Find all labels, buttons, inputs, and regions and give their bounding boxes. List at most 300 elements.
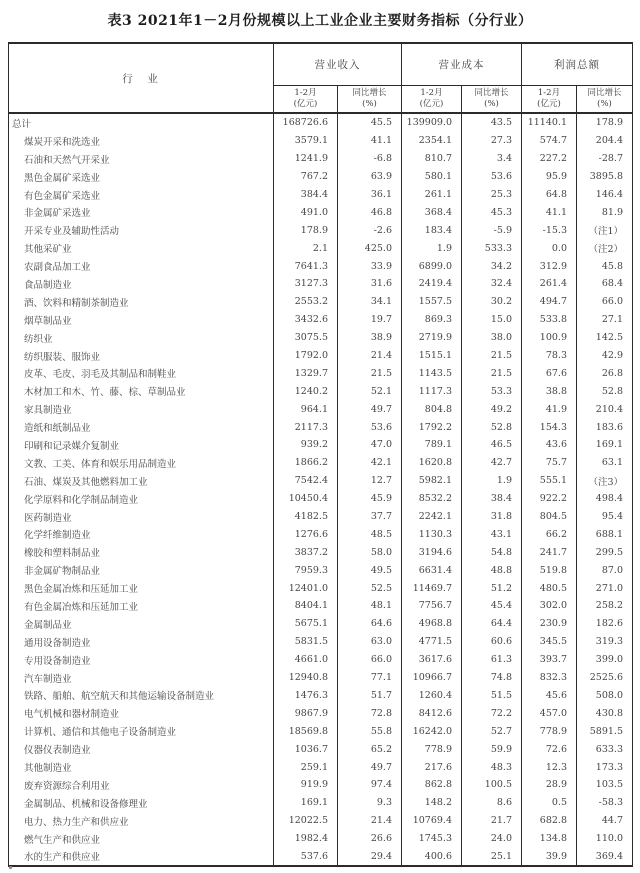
table-row [9,311,633,329]
cell-value: 168726.6 [274,113,338,132]
cell-value: 183.6 [577,418,633,436]
cell-value: 21.4 [338,347,402,365]
cell-value: （注3） [577,472,633,490]
table-row [9,633,633,651]
cell-value: 46.8 [338,203,402,221]
cell-value: 5675.1 [274,615,338,633]
cell-value: 21.4 [338,812,402,830]
industry-name: 化学纤维制造业 [24,530,91,542]
sub-header-line: (亿元) [537,99,561,109]
industry-name: 开采专业及辅助性活动 [24,226,120,238]
industry-name: 专用设备制造业 [24,655,91,667]
cell-value: 271.0 [577,579,633,597]
cell-value: 51.7 [338,687,402,705]
cell-value: 299.5 [577,543,633,561]
cell-value: 1329.7 [274,364,338,382]
cell-value: 425.0 [338,239,402,257]
cell-value: 2354.1 [402,132,462,150]
cell-value: 217.6 [402,758,462,776]
cell-value: 21.7 [462,812,522,830]
cell-value: 498.4 [577,490,633,508]
cell-value: 922.2 [522,490,577,508]
industry-name: 黑色金属矿采选业 [24,172,101,184]
cell-value: 68.4 [577,275,633,293]
cell-value: 46.5 [462,436,522,454]
table-row [9,722,633,740]
cell-value: 1240.2 [274,382,338,400]
cell-value: 869.3 [402,311,462,329]
cell-value: 1.9 [402,239,462,257]
industry-name: 有色金属矿采选业 [24,190,101,202]
table-header [9,43,633,113]
sub-header-line: (%) [484,99,499,109]
cell-value: 2553.2 [274,293,338,311]
cell-value: 19.7 [338,311,402,329]
cell-value: 37.7 [338,508,402,526]
cell-value: 2242.1 [402,508,462,526]
table-row [9,597,633,615]
cell-value: 18569.8 [274,722,338,740]
cell-value: 258.2 [577,597,633,615]
cell-value: 148.2 [402,794,462,812]
cell-value: 2.1 [274,239,338,257]
cell-value: 31.6 [338,275,402,293]
cell-value: 51.5 [462,687,522,705]
cell-value: 10769.4 [402,812,462,830]
cell-value: 54.8 [462,543,522,561]
cell-value: 48.5 [338,525,402,543]
industry-name: 废弃资源综合利用业 [24,780,110,792]
cell-value: 32.4 [462,275,522,293]
page-title: 表3 2021年1－2月份规模以上工业企业主要财务指标（分行业） [107,13,533,29]
table-row [9,113,633,132]
cell-value: 11140.1 [522,113,577,132]
cell-value: 345.5 [522,633,577,651]
cell-value: 804.8 [402,400,462,418]
cell-value: 10450.4 [274,490,338,508]
cell-value: 302.0 [522,597,577,615]
cell-value: 42.9 [577,347,633,365]
industry-name: 水的生产和供应业 [24,852,101,864]
cell-value: 862.8 [402,776,462,794]
cell-value: 399.0 [577,651,633,669]
cell-value: 21.5 [462,347,522,365]
cell-value: 3895.8 [577,168,633,186]
cell-value: 312.9 [522,257,577,275]
table-row [9,329,633,347]
cell-value: 519.8 [522,561,577,579]
cell-value: 369.4 [577,848,633,867]
cell-value: 1.9 [462,472,522,490]
header-group-row [9,43,633,86]
cell-value: 688.1 [577,525,633,543]
cell-value: 63.1 [577,454,633,472]
cell-value: 15.0 [462,311,522,329]
industry-name: 石油和天然气开采业 [24,154,110,166]
cell-value: 1982.4 [274,830,338,848]
cell-value: 1866.2 [274,454,338,472]
cell-value: 12022.5 [274,812,338,830]
cell-value: 45.6 [522,687,577,705]
cell-value: 42.1 [338,454,402,472]
cell-value: 7641.3 [274,257,338,275]
cell-value: 508.0 [577,687,633,705]
cell-value: 9867.9 [274,704,338,722]
industry-name: 化学原料和化学制品制造业 [24,494,139,506]
cell-value: 7542.4 [274,472,338,490]
cell-value: 1036.7 [274,740,338,758]
cell-value: 52.1 [338,382,402,400]
cell-value: 60.6 [462,633,522,651]
cell-value: 533.3 [462,239,522,257]
industry-name: 仪器仪表制造业 [24,745,91,757]
cell-value: 42.7 [462,454,522,472]
table-row [9,382,633,400]
cell-value: 53.6 [338,418,402,436]
cell-value: 53.3 [462,382,522,400]
industry-name: 非金属矿物制品业 [24,566,101,578]
cell-value: 832.3 [522,669,577,687]
cell-value: 537.6 [274,848,338,867]
cell-value: 169.1 [577,436,633,454]
cell-value: 368.4 [402,203,462,221]
cell-value: 5831.5 [274,633,338,651]
table-body [9,113,633,866]
cell-value: 95.9 [522,168,577,186]
cell-value: 52.8 [577,382,633,400]
table-row [9,400,633,418]
cell-value: 65.2 [338,740,402,758]
table-row [9,704,633,722]
cell-value: 110.0 [577,830,633,848]
cell-value: 182.6 [577,615,633,633]
industry-name: 电气机械和器材制造业 [24,709,120,721]
cell-value: 64.8 [522,186,577,204]
cell-value: 33.9 [338,257,402,275]
industry-name: 总计 [12,118,32,130]
table-row [9,472,633,490]
sub-header-line: (亿元) [419,99,444,109]
industry-name: 皮革、毛皮、羽毛及其制品和制鞋业 [24,369,177,381]
cell-value: 52.7 [462,722,522,740]
cell-value: 319.3 [577,633,633,651]
sub-header-line: (%) [362,99,377,109]
cell-value: 633.3 [577,740,633,758]
cell-value: 154.3 [522,418,577,436]
cell-value: 2525.6 [577,669,633,687]
table-row [9,221,633,239]
cell-value: 100.9 [522,329,577,347]
cell-value: 5982.1 [402,472,462,490]
cell-value: 87.0 [577,561,633,579]
cell-value: 36.1 [338,186,402,204]
table-row [9,168,633,186]
col-header-cost-growth [462,86,522,114]
cell-value: 1620.8 [402,454,462,472]
table-row [9,830,633,848]
cell-value: -6.8 [338,150,402,168]
cell-value: 0.5 [522,794,577,812]
cell-value: 26.6 [338,830,402,848]
cell-value: 261.4 [522,275,577,293]
industry-name: 石油、煤炭及其他燃料加工业 [24,476,148,488]
cell-value: 8412.6 [402,704,462,722]
table-row [9,364,633,382]
cell-value: 27.1 [577,311,633,329]
cell-value: 778.9 [522,722,577,740]
cell-value: 74.8 [462,669,522,687]
sub-header-line: 同比增长 [474,88,509,99]
industry-name: 农副食品加工业 [24,262,91,274]
cell-value: -15.3 [522,221,577,239]
cell-value: 3579.1 [274,132,338,150]
cell-value: 38.9 [338,329,402,347]
cell-value: 12940.8 [274,669,338,687]
cell-value: 7959.3 [274,561,338,579]
cell-value: 778.9 [402,740,462,758]
cell-value: 3617.6 [402,651,462,669]
cell-value: 1143.5 [402,364,462,382]
cell-value: -2.6 [338,221,402,239]
cell-value: 72.6 [522,740,577,758]
industry-name: 金属制品业 [24,619,72,631]
cell-value: 384.4 [274,186,338,204]
industry-name: 印刷和记录媒介复制业 [24,440,120,452]
cell-value: 97.4 [338,776,402,794]
industry-name: 汽车制造业 [24,673,72,685]
industry-name: 纺织业 [24,333,53,345]
industry-name: 电力、热力生产和供应业 [24,816,129,828]
cell-value: 939.2 [274,436,338,454]
table-row [9,525,633,543]
table-row [9,490,633,508]
cell-value: 45.5 [338,113,402,132]
cell-value: 95.4 [577,508,633,526]
cell-value: 139909.0 [402,113,462,132]
cell-value: 66.0 [577,293,633,311]
cell-value: 41.9 [522,400,577,418]
cell-value: 767.2 [274,168,338,186]
stray-mark [9,866,12,869]
cell-value: 3837.2 [274,543,338,561]
cell-value: 72.2 [462,704,522,722]
cell-value: 8.6 [462,794,522,812]
cell-value: 12401.0 [274,579,338,597]
cell-value: 491.0 [274,203,338,221]
sub-header-line: 1-2月 [294,88,317,99]
cell-value: 1241.9 [274,150,338,168]
industry-name: 食品制造业 [24,279,72,291]
cell-value: 4661.0 [274,651,338,669]
cell-value: 12.7 [338,472,402,490]
cell-value: 29.4 [338,848,402,867]
cell-value: 61.3 [462,651,522,669]
cell-value: 63.0 [338,633,402,651]
cell-value: 10966.7 [402,669,462,687]
cell-value: 24.0 [462,830,522,848]
cell-value: 100.5 [462,776,522,794]
cell-value: 259.1 [274,758,338,776]
industry-name: 有色金属冶炼和压延加工业 [24,601,139,613]
cell-value: 3.4 [462,150,522,168]
industry-name: 烟草制品业 [24,315,72,327]
cell-value: 1745.3 [402,830,462,848]
col-group-operating-cost: 营业成本 [402,43,522,86]
cell-value: 26.8 [577,364,633,382]
cell-value: 12.3 [522,758,577,776]
cell-value: 230.9 [522,615,577,633]
cell-value: 810.7 [402,150,462,168]
cell-value: 9.3 [338,794,402,812]
cell-value: 43.6 [522,436,577,454]
industry-name: 造纸和纸制品业 [24,423,91,435]
cell-value: 49.5 [338,561,402,579]
cell-value: 31.8 [462,508,522,526]
cell-value: 789.1 [402,436,462,454]
cell-value: 75.7 [522,454,577,472]
table-row [9,132,633,150]
cell-value: 1557.5 [402,293,462,311]
cell-value: 103.5 [577,776,633,794]
cell-value: 53.6 [462,168,522,186]
cell-value: 494.7 [522,293,577,311]
cell-value: 59.9 [462,740,522,758]
industry-name: 其他采矿业 [24,244,72,256]
sub-header-line: 1-2月 [537,88,561,99]
cell-value: 3432.6 [274,311,338,329]
cell-value: 964.1 [274,400,338,418]
cell-value: 4182.5 [274,508,338,526]
cell-value: 43.5 [462,113,522,132]
cell-value: 28.9 [522,776,577,794]
cell-value: 1117.3 [402,382,462,400]
cell-value: 52.8 [462,418,522,436]
cell-value: 804.5 [522,508,577,526]
cell-value: 47.0 [338,436,402,454]
industry-name: 计算机、通信和其他电子设备制造业 [24,727,177,739]
industry-name: 家具制造业 [24,405,72,417]
cell-value: 555.1 [522,472,577,490]
cell-value: 78.3 [522,347,577,365]
table-row [9,758,633,776]
table-row [9,848,633,867]
cell-value: 6631.4 [402,561,462,579]
industry-name: 铁路、船舶、航空航天和其他运输设备制造业 [24,691,215,703]
cell-value: 48.8 [462,561,522,579]
cell-value: 241.7 [522,543,577,561]
col-group-total-profit: 利润总额 [522,43,633,86]
industry-name: 燃气生产和供应业 [24,834,101,846]
table-row [9,776,633,794]
cell-value: 682.8 [522,812,577,830]
cell-value: 38.0 [462,329,522,347]
table-row [9,436,633,454]
cell-value: 1260.4 [402,687,462,705]
industry-name: 金属制品、机械和设备修理业 [24,798,148,810]
cell-value: 210.4 [577,400,633,418]
table-row [9,508,633,526]
cell-value: 25.1 [462,848,522,867]
table-row [9,687,633,705]
table-row [9,651,633,669]
industry-name: 木材加工和木、竹、藤、棕、草制品业 [24,387,186,399]
cell-value: 1476.3 [274,687,338,705]
cell-value: 21.5 [338,364,402,382]
cell-value: 44.7 [577,812,633,830]
col-header-profit-growth [577,86,633,114]
industry-name: 非金属矿采选业 [24,208,91,220]
cell-value: 39.9 [522,848,577,867]
industry-name: 医药制造业 [24,512,72,524]
table-row [9,418,633,436]
cell-value: 178.9 [577,113,633,132]
financial-indicators-table [8,42,633,867]
cell-value: 261.1 [402,186,462,204]
cell-value: 45.8 [577,257,633,275]
cell-value: 3127.3 [274,275,338,293]
cell-value: 55.8 [338,722,402,740]
cell-value: 4968.8 [402,615,462,633]
cell-value: 34.2 [462,257,522,275]
cell-value: 0.0 [522,239,577,257]
cell-value: 146.4 [577,186,633,204]
table-row [9,150,633,168]
sub-header-line: 1-2月 [420,88,443,99]
cell-value: 45.9 [338,490,402,508]
cell-value: 3075.5 [274,329,338,347]
sub-header-line: (亿元) [293,99,318,109]
table-row [9,615,633,633]
cell-value: 38.8 [522,382,577,400]
col-header-revenue-amount [274,86,338,114]
cell-value: 48.1 [338,597,402,615]
cell-value: 400.6 [402,848,462,867]
table-row [9,275,633,293]
cell-value: 6899.0 [402,257,462,275]
industry-name: 酒、饮料和精制茶制造业 [24,297,129,309]
table-row [9,239,633,257]
cell-value: 169.1 [274,794,338,812]
cell-value: 49.2 [462,400,522,418]
table-row [9,543,633,561]
cell-value: 41.1 [338,132,402,150]
cell-value: 2117.3 [274,418,338,436]
cell-value: 67.6 [522,364,577,382]
cell-value: 2719.9 [402,329,462,347]
cell-value: 25.3 [462,186,522,204]
table-row [9,203,633,221]
cell-value: 3194.6 [402,543,462,561]
cell-value: -5.9 [462,221,522,239]
cell-value: 5891.5 [577,722,633,740]
cell-value: 63.9 [338,168,402,186]
cell-value: 43.1 [462,525,522,543]
cell-value: 38.4 [462,490,522,508]
col-header-revenue-growth [338,86,402,114]
cell-value: 45.4 [462,597,522,615]
cell-value: 4771.5 [402,633,462,651]
cell-value: 204.4 [577,132,633,150]
sub-header-line: 同比增长 [587,88,622,99]
cell-value: 142.5 [577,329,633,347]
cell-value: 178.9 [274,221,338,239]
cell-value: 533.8 [522,311,577,329]
cell-value: 34.1 [338,293,402,311]
table-row [9,347,633,365]
table-row [9,454,633,472]
cell-value: （注2） [577,239,633,257]
col-header-cost-amount [402,86,462,114]
